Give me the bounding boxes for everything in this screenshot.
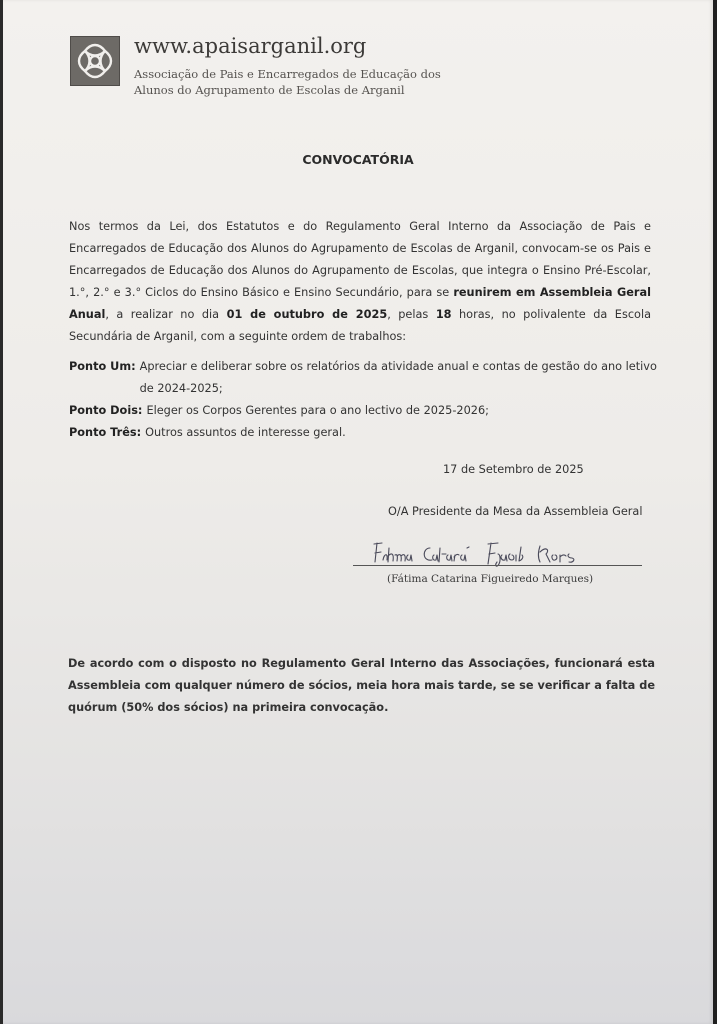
body-text-4: horas, no polivalente da Escola Secundária de Arganil, com a seguinte ordem de trabalhos: [69, 308, 652, 343]
page-edge-shadow [713, 0, 717, 1024]
signature-line [353, 565, 642, 566]
quorum-notice-paragraph [68, 653, 655, 719]
site-url: www.apaisarganil.org [134, 34, 367, 58]
body-bold-meeting: reunirem em Assembleia Geral Anual [69, 286, 651, 321]
footer-bold-regulation: Regulamento Geral Interno das Associações [261, 657, 546, 670]
organization-name-line-2: Alunos do Agrupamento de Escolas de Arganil [134, 83, 405, 97]
body-bold-hour: 18 [435, 308, 452, 321]
handwritten-signature [370, 538, 615, 568]
body-text-2: , a realizar no dia [105, 308, 227, 321]
organization-name-line-1: Associação de Pais e Encarregados de Educação dos [134, 67, 441, 81]
agenda-item-label: Ponto Três: [69, 426, 142, 439]
agenda-item-label: Ponto Um: [69, 360, 136, 373]
agenda-item-text: Eleger os Corpos Gerentes para o ano lectivo de 2025-2026; [146, 404, 489, 417]
agenda-item [69, 400, 669, 422]
document-title: CONVOCATÓRIA [302, 152, 414, 167]
body-text-1: Nos termos da Lei, dos Estatutos e do Regulamento Geral Interno da Associação de Pais e Encarregados de Educação dos Alunos do Agrupamento de Escolas de Arganil, convocam-se os Pais e Encarregados de Educação dos Alunos do Agrupamento de Escolas, que integra o Ensino Pré-Escolar, 1.°, 2.° e 3.° Ciclos do Ensino Básico e Ensino Secundário, para se [69, 220, 651, 299]
body-bold-date: 01 de outubro de 2025 [226, 308, 388, 321]
agenda-item [69, 422, 669, 444]
document-date: 17 de Setembro de 2025 [443, 463, 584, 476]
agenda-item-text: Outros assuntos de interesse geral. [145, 426, 346, 439]
organization-name [134, 66, 454, 98]
agenda-item-label: Ponto Dois: [69, 404, 143, 417]
agenda-list [69, 356, 669, 444]
agenda-item [69, 356, 669, 400]
association-knot-logo-icon [70, 36, 120, 86]
signatory-printed-name: (Fátima Catarina Figueiredo Marques) [387, 573, 594, 585]
signatory-role: O/A Presidente da Mesa da Assembleia Geral [388, 505, 643, 518]
convocation-paragraph [69, 216, 651, 348]
document-page [3, 0, 713, 1024]
footer-text-2: , funcionará esta Assembleia com qualquer número de sócios, meia hora mais tarde, se se verificar a falta de quórum (50% dos sócios) na primeira convocação. [68, 657, 655, 714]
footer-text-1: De acordo com o disposto no [68, 657, 262, 670]
body-text-3: , pelas [387, 308, 436, 321]
agenda-item-text: Apreciar e deliberar sobre os relatórios da atividade anual e contas de gestão do ano letivo de 2024-2025; [139, 360, 657, 395]
